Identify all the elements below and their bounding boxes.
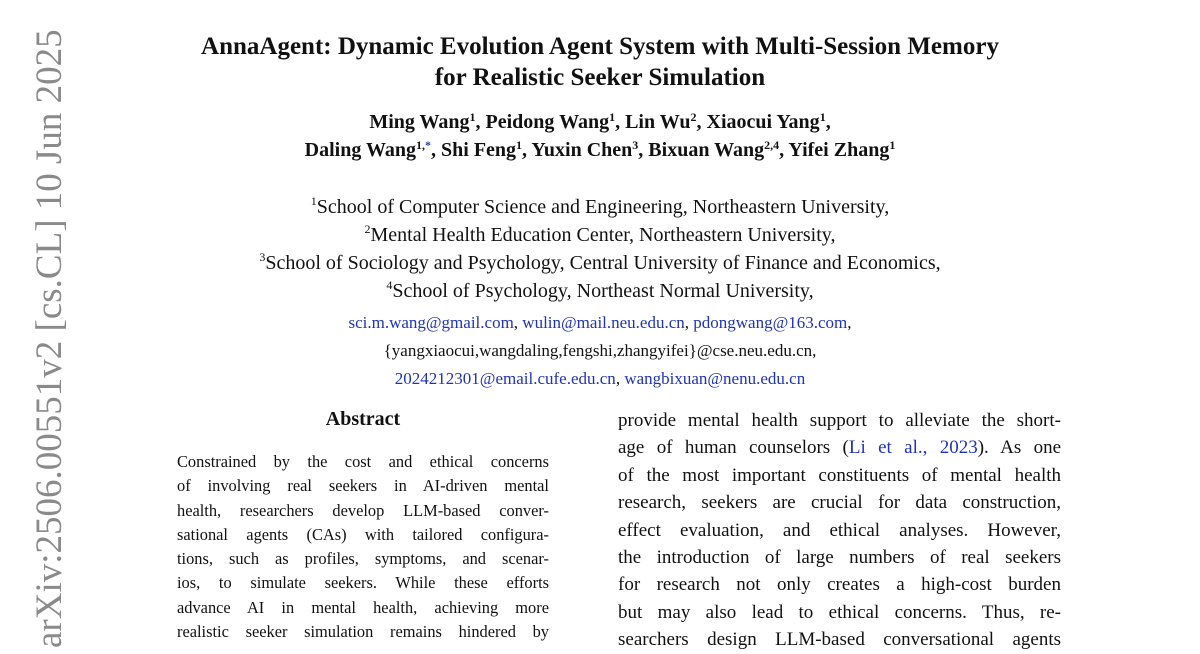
- email-text: ,: [847, 313, 852, 332]
- intro-line: [618, 462, 1061, 489]
- author-name: Shi Feng: [441, 139, 517, 161]
- author-list: [100, 108, 1100, 164]
- abstract-line: tions, such as profiles, symptoms, and scenar-: [177, 549, 549, 569]
- affiliation-number: 2: [364, 222, 371, 236]
- corresponding-author-mark: *: [425, 138, 432, 152]
- affiliation-marker: 2: [690, 110, 697, 124]
- affiliation-marker: 1: [469, 110, 476, 124]
- intro-text: effect evaluation, and ethical analyses. However,: [618, 519, 1061, 541]
- affiliation-text: Mental Health Education Center, Northeastern University,: [370, 224, 836, 246]
- email-link[interactable]: 2024212301@email.cufe.edu.cn: [394, 369, 616, 388]
- abstract-line: sational agents (CAs) with tailored configura-: [177, 524, 549, 544]
- author: Lin Wu$^2$,: [625, 110, 707, 133]
- affiliation-marker: 1: [516, 138, 523, 152]
- intro-text: searchers design LLM-based conversational agents: [618, 629, 1061, 651]
- affiliation-marker: 2,4: [764, 138, 780, 152]
- email-text: ,: [513, 313, 523, 332]
- email-line-1: [100, 309, 1100, 337]
- email-line-3: [100, 365, 1100, 393]
- abstract-line: of involving real seekers in AI-driven mental: [177, 476, 549, 496]
- intro-line: [618, 407, 1061, 434]
- paper-title: [100, 31, 1100, 93]
- author-name: Ming Wang: [369, 111, 470, 133]
- email-text: {yangxiaocui,wangdaling,fengshi,zhangyifei}@cse.neu.edu.cn,: [383, 341, 817, 360]
- arxiv-identifier-stamp: arXiv:2506.00551v2 [cs.CL] 10 Jun 2025: [29, 29, 70, 648]
- author-name: Xiaocui Yang: [706, 111, 820, 133]
- intro-text: the introduction of large numbers of real seekers: [618, 547, 1061, 569]
- intro-line: [618, 544, 1061, 571]
- affiliation-number: 3: [259, 250, 266, 264]
- intro-text: but may also lead to ethical concerns. Thus, re-: [618, 601, 1061, 623]
- author-name: Peidong Wang: [485, 111, 610, 133]
- author: Peidong Wang$^1$,: [485, 110, 626, 133]
- intro-line: [618, 626, 1061, 653]
- abstract-line: ios, to simulate seekers. While these efforts: [177, 573, 549, 593]
- affiliation-number: 1: [310, 194, 317, 208]
- intro-text: age of human counselors (: [618, 437, 849, 459]
- email-link[interactable]: sci.m.wang@gmail.com: [348, 313, 514, 332]
- author: Daling Wang$^{1,*}$,: [304, 138, 442, 161]
- affiliation: [100, 249, 1100, 277]
- email-link[interactable]: wangbixuan@nenu.edu.cn: [624, 369, 806, 388]
- email-link[interactable]: wulin@mail.neu.edu.cn: [522, 313, 685, 332]
- affiliation: [100, 193, 1100, 221]
- intro-line: [618, 434, 1061, 461]
- intro-line: [618, 489, 1061, 516]
- title-line-1: AnnaAgent: Dynamic Evolution Agent System with Multi-Session Memory: [201, 33, 999, 60]
- intro-text: provide mental health support to alleviate the short-: [618, 410, 1061, 431]
- abstract-line: advance AI in mental health, achieving more: [177, 597, 549, 617]
- email-list: [100, 309, 1100, 393]
- abstract-body: [177, 450, 549, 644]
- author-name: Yuxin Chen: [531, 139, 633, 161]
- affiliation-marker: 3: [632, 138, 639, 152]
- email-text: ,: [684, 313, 694, 332]
- author-line-1: [100, 108, 1100, 136]
- email-text: ,: [615, 369, 625, 388]
- abstract-line: health, researchers develop LLM-based conver-: [177, 500, 549, 520]
- introduction-column: [618, 407, 1061, 654]
- affiliation-text: School of Sociology and Psychology, Central University of Finance and Economics,: [265, 252, 941, 274]
- author-name: Bixuan Wang: [648, 139, 765, 161]
- author-name: Lin Wu: [625, 111, 691, 133]
- author-name: Yifei Zhang: [788, 139, 890, 161]
- author-line-2: [100, 136, 1100, 164]
- affiliation: [100, 277, 1100, 305]
- affiliation-text: School of Psychology, Northeast Normal University,: [392, 280, 814, 302]
- intro-line: [618, 571, 1061, 598]
- intro-text: for research not only creates a high-cost burden: [618, 574, 1061, 596]
- intro-text: of the most important constituents of mental health: [618, 464, 1061, 486]
- abstract-line: realistic seeker simulation remains hindered by: [177, 622, 549, 642]
- author: Shi Feng$^1$,: [441, 138, 532, 161]
- intro-line: [618, 517, 1061, 544]
- intro-text: research, seekers are crucial for data construction,: [618, 492, 1061, 514]
- author: Ming Wang$^1$,: [369, 110, 486, 133]
- affiliation-marker: 1: [889, 138, 896, 152]
- author: Xiaocui Yang$^1$,: [706, 110, 831, 133]
- affiliation-text: School of Computer Science and Engineering, Northeastern University,: [316, 196, 890, 218]
- author-name: Daling Wang: [304, 139, 417, 161]
- affiliation-number: 4: [386, 278, 393, 292]
- author: [788, 139, 895, 161]
- affiliation-marker: 1,: [416, 138, 426, 152]
- affiliation-marker: 1: [609, 110, 616, 124]
- affiliation-marker: 1: [819, 110, 826, 124]
- abstract-line: Constrained by the cost and ethical concerns: [177, 452, 549, 471]
- abstract-heading: Abstract: [325, 408, 401, 430]
- author: Bixuan Wang$^{2,4}$,: [648, 138, 789, 161]
- email-line-2: [100, 337, 1100, 365]
- author: Yuxin Chen$^3$,: [531, 138, 649, 161]
- title-line-2: for Realistic Seeker Simulation: [434, 64, 766, 91]
- affiliation: [100, 221, 1100, 249]
- intro-text: ). As one: [977, 437, 1062, 459]
- affiliation-list: [100, 193, 1100, 305]
- citation-link[interactable]: Li et al., 2023: [848, 437, 978, 459]
- intro-line: [618, 599, 1061, 626]
- email-link[interactable]: pdongwang@163.com: [693, 313, 848, 332]
